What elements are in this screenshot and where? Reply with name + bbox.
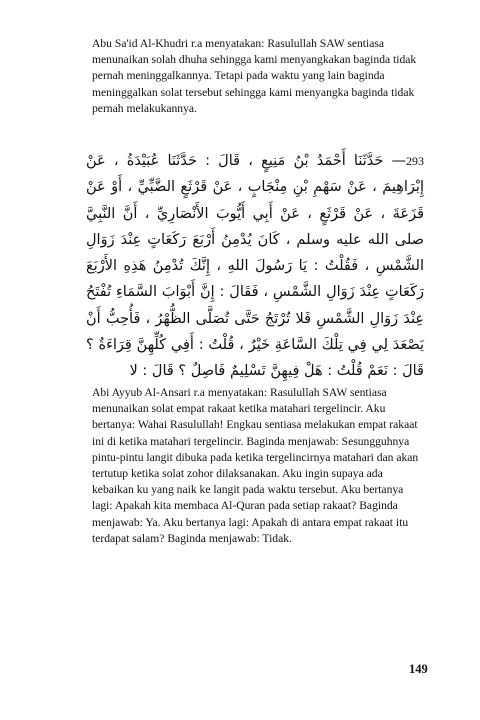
intro-paragraph: Abu Sa'id Al-Khudri r.a menyatakan: Rasulullah SAW sentiasa menunaikan solah dhuha sehingga kami menyangkakan baginda tidak pernah meninggalkannya. Tetapi pada waktu yang lain baginda meninggalkan solat tersebut sehingga kami menyangka baginda tidak pernah melakukannya. [92,37,417,115]
translation-paragraph: Abi Ayyub Al-Ansari r.a menyatakan: Rasulullah SAW sentiasa menunaikan solat empat rakaat ketika matahari tergelincir. Aku bertanya: Wahai Rasulullah! Engkau sentiasa melakukan empat rakaat ini di ketika matahari tergelincir. Baginda menjawab: Sesungguhnya pintu-pintu langit dibuka pada ketika tergelincirnya matahari dan akan tertutup ketika solat zohor dilaksanakan. Aku ingin supaya ada kebaikan ku yang naik ke langit pada waktu tersebut. Aku bertanya lagi: Apakah kita membaca Al-Quran pada setiap rakaat? Baginda menjawab: Ya. Aku bertanya lagi: Apakah di antara empat rakaat itu terdapat salam? Baginda menjawab: Tidak. [92,386,419,545]
arabic-hadith-body: حَدَّثَنَا أَحْمَدُ بْنُ مَنِيعٍ ، قَالَ : حَدَّثَنَا عُبَيْدَةُ ، عَنْ إِبْرَاهِيمَ ، عَنْ سَهْمِ بْنِ مِنْجَابٍ ، عَنْ قَرْثَعٍ الضَّبِّيِّ ، أَوْ عَنْ قَزَعَةَ ، عَنْ قَرْثَعٍ ، عَنْ أَبِي أَيُّوبَ الأَنْصَارِيِّ ، أَنَّ النَّبِيَّ صلى الله عليه وسلم ، كَانَ يُدْمِنُ أَرْبَعَ رَكَعَاتٍ عِنْدَ زَوَالِ الشَّمْسِ ، فَقُلْتُ : يَا رَسُولَ اللهِ ، إِنَّكَ تُدْمِنُ هَذِهِ الأَرْبَعَ رَكَعَاتٍ عِنْدَ زَوَالِ الشَّمْسِ ، فَقَالَ : إِنَّ أَبْوَابَ السَّمَاءِ تُفْتَحُ عِنْدَ زَوَالِ الشَّمْسِ فَلا تُرْتَجُ حَتَّى تُصَلَّى الظُّهْرُ ، فَأُحِبُّ أَنْ يَصْعَدَ لِي فِي تِلْكَ السَّاعَةِ خَيْرٌ ، قُلْتُ : أَفِي كُلِّهِنَّ قِرَاءَةٌ ؟ قَالَ : نَعَمْ قُلْتُ : هَلْ فِيهِنَّ تَسْلِيمٌ فَاصِلٌ ؟ قَالَ : لا [86,153,424,380]
arabic-hadith-text: 293— حَدَّثَنَا أَحْمَدُ بْنُ مَنِيعٍ ، قَالَ : حَدَّثَنَا عُبَيْدَةُ ، عَنْ إِبْرَاهِيمَ ، عَنْ سَهْمِ بْنِ مِنْجَابٍ ، عَنْ قَرْثَعٍ الضَّبِّيِّ ، أَوْ عَنْ قَزَعَةَ ، عَنْ قَرْثَعٍ ، عَنْ أَبِي أَيُّوبَ الأَنْصَارِيِّ ، أَنَّ النَّبِيَّ صلى الله عليه وسلم ، كَانَ يُدْمِنُ أَرْبَعَ رَكَعَاتٍ عِنْدَ زَوَالِ الشَّمْسِ ، فَقُلْتُ : يَا رَسُولَ اللهِ ، إِنَّكَ تُدْمِنُ هَذِهِ الأَرْبَعَ رَكَعَاتٍ عِنْدَ زَوَالِ الشَّمْسِ ، فَقَالَ : إِنَّ أَبْوَابَ السَّمَاءِ تُفْتَحُ عِنْدَ زَوَالِ الشَّمْسِ فَلا تُرْتَجُ حَتَّى تُصَلَّى الظُّهْرُ ، فَأُحِبُّ أَنْ يَصْعَدَ لِي فِي تِلْكَ السَّاعَةِ خَيْرٌ ، قُلْتُ : أَفِي كُلِّهِنَّ قِرَاءَةٌ ؟ قَالَ : نَعَمْ قُلْتُ : هَلْ فِيهِنَّ تَسْلِيمٌ فَاصِلٌ ؟ قَالَ : لا [86,153,425,380]
hadith-number: 293 [406,154,425,168]
page-number: 149 [409,662,428,676]
